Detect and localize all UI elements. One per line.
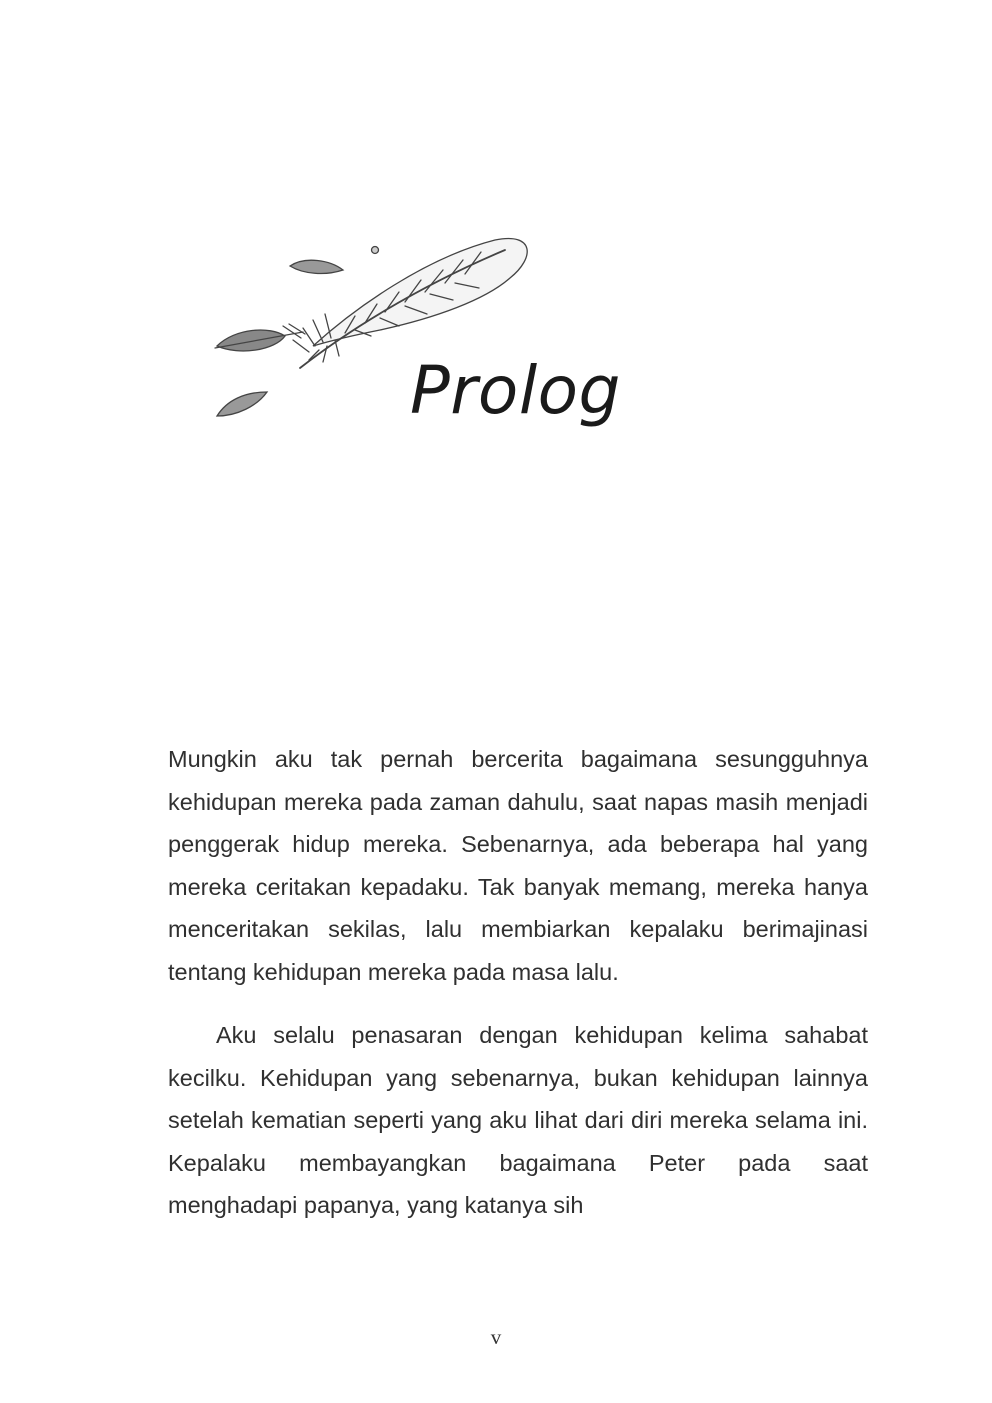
body-text xyxy=(168,738,868,1227)
chapter-title: Prolog xyxy=(410,352,621,429)
paragraph: Mungkin aku tak pernah bercerita bagaimana sesungguhnya kehidupan mereka pada zaman dahulu, saat napas masih menjadi penggerak hidup mereka. Sebenarnya, ada beberapa hal yang mereka ceritakan kepadaku. Tak banyak memang, mereka hanya menceritakan sekilas, lalu membiarkan kepalaku berimajinasi tentang kehidupan mereka pada masa lalu. xyxy=(168,746,868,985)
paragraph: Aku selalu penasaran dengan kehidupan kelima sahabat kecilku. Kehidupan yang sebenarnya, bukan kehidupan lainnya setelah kematian seperti yang aku lihat dari diri mereka selama ini. Kepalaku membayangkan bagaimana Peter pada saat menghadapi papanya, yang katanya sih xyxy=(168,1022,868,1218)
page-number: v xyxy=(490,1325,502,1349)
